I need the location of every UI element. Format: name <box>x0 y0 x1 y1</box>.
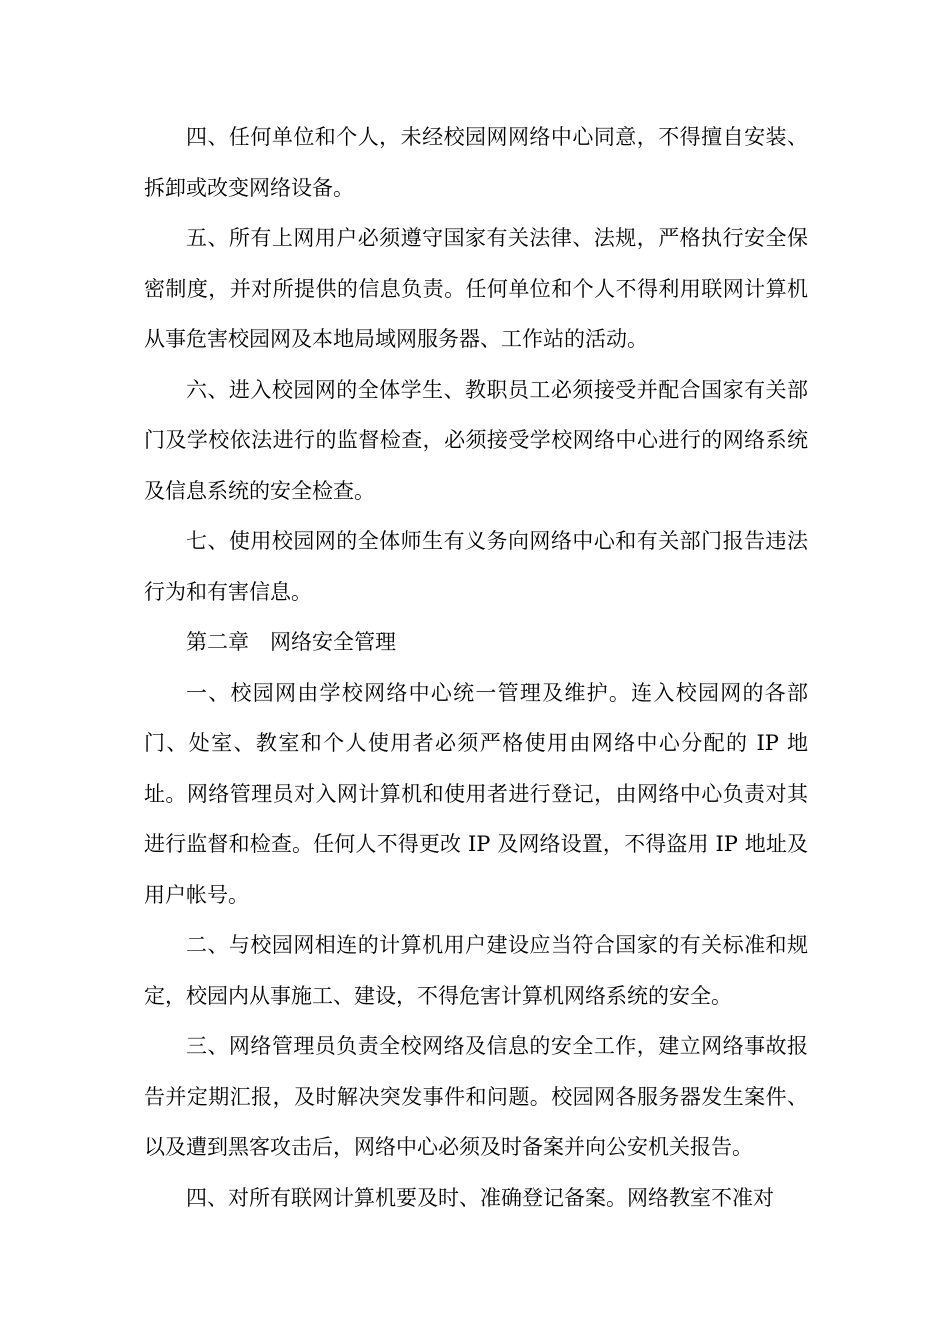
paragraph-article-5: 五、所有上网用户必须遵守国家有关法律、法规，严格执行安全保密制度，并对所提供的信息负责。任何单位和个人不得利用联网计算机从事危害校园网及本地局域网服务器、工作站的活动。 <box>144 226 808 351</box>
chapter-heading: 第二章 网络安全管理 <box>186 630 396 654</box>
paragraph-article-7: 七、使用校园网的全体师生有义务向网络中心和有关部门报告违法行为和有害信息。 <box>144 529 808 604</box>
document-body <box>144 112 808 1223</box>
paragraph-chapter2-item-4: 四、对所有联网计算机要及时、准确登记备案。网络教室不准对 <box>186 1185 774 1210</box>
paragraph-article-6: 六、进入校园网的全体学生、教职员工必须接受并配合国家有关部门及学校依法进行的监督检查，必须接受学校网络中心进行的网络系统及信息系统的安全检查。 <box>144 377 808 503</box>
paragraph-article-4: 四、任何单位和个人，未经校园网网络中心同意，不得擅自安装、拆卸或改变网络设备。 <box>144 125 808 200</box>
paragraph-chapter2-item-3: 三、网络管理员负责全校网络及信息的安全工作，建立网络事故报告并定期汇报，及时解决突发事件和问题。校园网各服务器发生案件、以及遭到黑客攻击后，网络中心必须及时备案并向公安机关报告。 <box>144 1034 808 1159</box>
paragraph-chapter2-item-2: 二、与校园网相连的计算机用户建设应当符合国家的有关标准和规定，校园内从事施工、建设，不得危害计算机网络系统的安全。 <box>144 933 808 1008</box>
paragraph-chapter2-item-1: 一、校园网由学校网络中心统一管理及维护。连入校园网的各部门、处室、教室和个人使用者必须严格使用由网络中心分配的 IP 地址。网络管理员对入网计算机和使用者进行登记，由网络中心负责对其进行监督和检查。任何人不得更改 IP 及网络设置，不得盗用 IP 地址及用户帐号。 <box>144 680 808 907</box>
